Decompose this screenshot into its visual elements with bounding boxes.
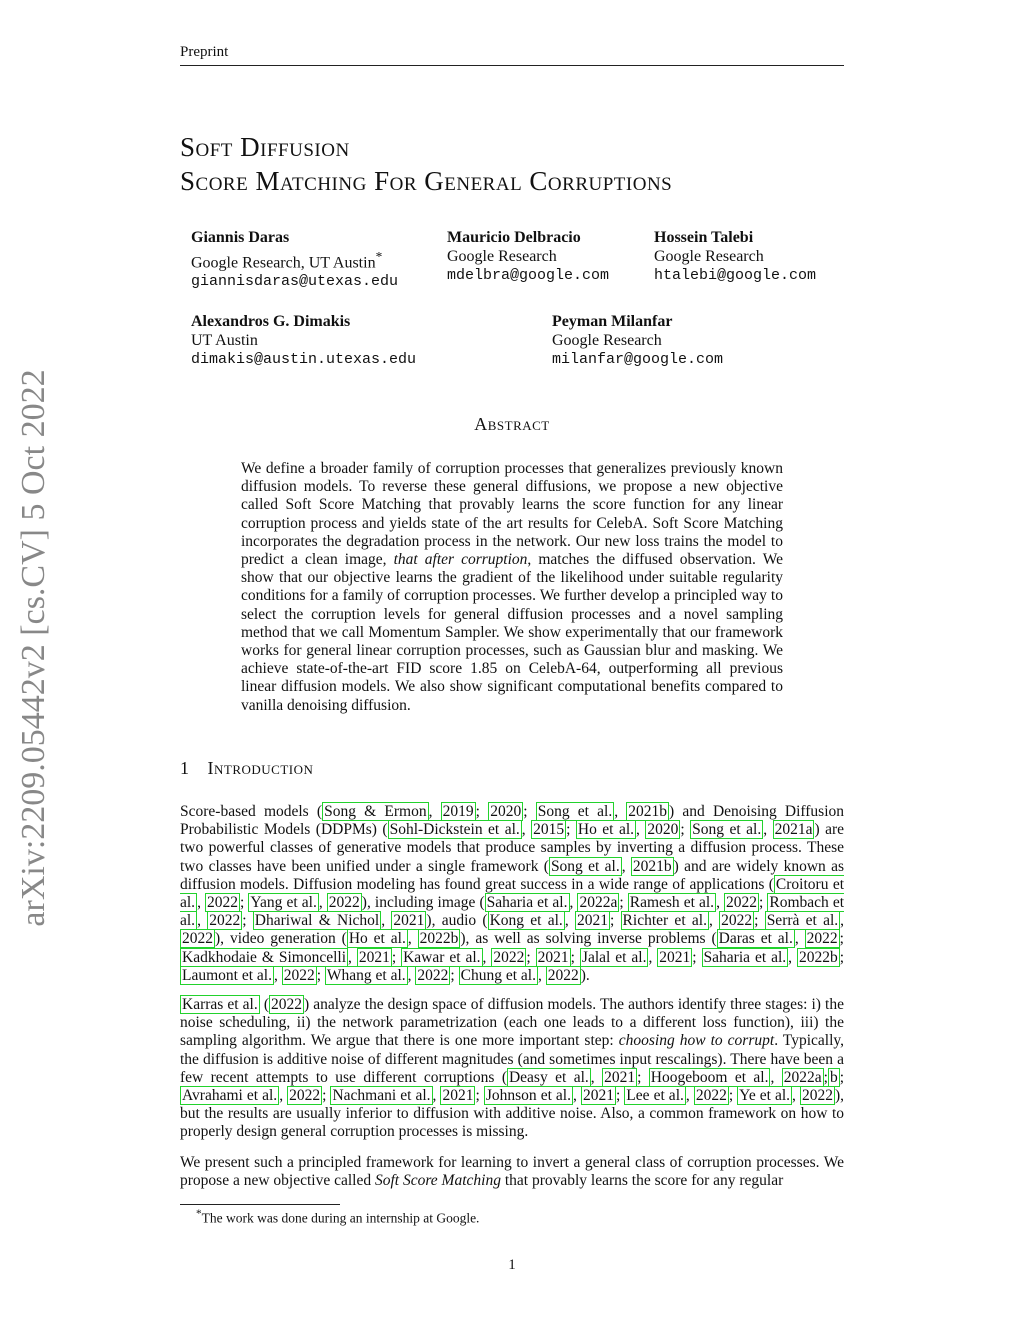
citation-link[interactable]: 2021b [632, 857, 672, 875]
header-rule [180, 65, 844, 66]
paragraph-text: , [685, 1087, 694, 1105]
paragraph-text: , [279, 1087, 288, 1105]
citation-link[interactable]: Lee et al. [626, 1087, 684, 1105]
citation-link[interactable]: Jalal et al. [581, 948, 647, 966]
title-line-1: Soft Diffusion [180, 132, 350, 162]
intro-paragraph-3 [180, 1154, 844, 1190]
author-name: Peyman Milanfar [552, 313, 673, 330]
paragraph-text: , [407, 930, 418, 948]
citation-link[interactable]: 2022 [806, 930, 838, 948]
paragraph-text: , [273, 966, 282, 984]
author-affiliation: Google Research [447, 248, 557, 265]
paragraph-text: ( [259, 996, 269, 1013]
paragraph-text: ; [680, 821, 691, 839]
paragraph-text: ; [619, 894, 628, 912]
author-name: Mauricio Delbracio [447, 229, 581, 246]
paragraph-text: , [716, 894, 725, 912]
author-affiliation: Google Research [552, 332, 662, 349]
citation-link[interactable]: b [829, 1068, 838, 1086]
citation-link[interactable]: Saharia et al. [486, 894, 568, 912]
author-block [191, 312, 416, 369]
citation-link[interactable]: 2021 [604, 1068, 636, 1086]
emphasis-text: choosing how to corrupt [618, 1032, 775, 1050]
paragraph-text: ; [839, 948, 845, 966]
paragraph-text: ; [450, 966, 459, 984]
paragraph-text: , [708, 912, 720, 930]
citation-link[interactable]: Ho et al. [348, 930, 406, 948]
paragraph-text: ; [839, 930, 844, 948]
author-block [552, 312, 723, 369]
citation-link[interactable]: 2022 [695, 1087, 727, 1105]
citation-link[interactable]: 2021 [659, 948, 691, 966]
paragraph-text: , [197, 912, 208, 930]
paragraph-text: , [636, 821, 646, 839]
footnote-rule [180, 1204, 340, 1205]
paragraph-text: ; [391, 948, 402, 966]
arxiv-stamp: arXiv:2209.05442v2 [cs.CV] 5 Oct 2022 [15, 369, 52, 927]
paragraph-text: ; [526, 948, 536, 966]
paragraph-text: ), including image ( [361, 894, 485, 912]
paragraph-text: ; [839, 1068, 845, 1086]
paragraph-text: ; [316, 966, 325, 984]
citation-link[interactable]: Saharia et al. [703, 948, 787, 966]
citation-link[interactable]: Avrahami et al. [182, 1087, 278, 1105]
citation-link[interactable]: Croitoru et al. [180, 875, 845, 912]
citation-link[interactable]: 2022a [579, 894, 618, 912]
paragraph-text: ). [580, 966, 590, 984]
author-block [654, 228, 816, 285]
paragraph-text: , [648, 948, 658, 966]
paragraph-text: ; [609, 912, 621, 930]
citation-link[interactable]: Ho et al. [577, 821, 635, 839]
paragraph-text: , [432, 1087, 441, 1105]
citation-link[interactable]: 2021 [442, 1087, 474, 1105]
paragraph-text: ; [523, 803, 536, 820]
paragraph-text: ; [759, 894, 768, 912]
paragraph-text: , [482, 948, 492, 966]
paragraph-text: ; [322, 1087, 331, 1105]
paragraph-text: , [794, 930, 805, 948]
paragraph-text: , [840, 912, 845, 930]
paragraph-text: , [564, 912, 575, 930]
paragraph-text: , [428, 803, 441, 820]
paragraph-text: , [348, 948, 357, 966]
intro-paragraph-1 [180, 803, 844, 985]
citation-link[interactable]: Serrà et al. [766, 912, 839, 930]
page-number: 1 [508, 1257, 516, 1273]
citation-link[interactable]: 2021 [393, 912, 425, 930]
citation-link[interactable]: Laumont et al. [182, 966, 272, 984]
citation-link[interactable]: 2022 [726, 894, 758, 912]
citation-link[interactable]: 2021a [774, 821, 813, 839]
citation-link[interactable]: 2022 [182, 930, 213, 948]
citation-link[interactable]: Kong et al. [489, 912, 563, 930]
paragraph-text: ; [570, 948, 580, 966]
citation-link[interactable]: Nachmani et al. [332, 1087, 431, 1105]
citation-link[interactable]: Ye et al. [739, 1087, 791, 1105]
paragraph-text: , [614, 803, 627, 820]
citation-link[interactable]: 2022 [493, 948, 525, 966]
citation-link[interactable]: 2021 [358, 948, 390, 966]
paragraph-text: ; [566, 821, 576, 839]
author-email: mdelbra@google.com [447, 267, 610, 284]
citation-link[interactable]: 2022 [270, 996, 302, 1013]
paragraph-text: ) and Denoising Diffusion Probabilistic Models (DDPMs) ( [180, 803, 845, 839]
citation-link[interactable]: Karras et al. [182, 996, 258, 1013]
paragraph-text: ; [475, 1087, 484, 1105]
paragraph-text: ; [823, 1068, 828, 1086]
citation-link[interactable]: Kawar et al. [403, 948, 481, 966]
paragraph-text: , [621, 857, 631, 875]
citation-link[interactable]: Hoogeboom et al. [650, 1068, 769, 1086]
citation-link[interactable]: Song et al. [550, 857, 620, 875]
paragraph-text: , [569, 894, 578, 912]
paragraph-text: ; [692, 948, 702, 966]
paragraph-text: , [381, 912, 392, 930]
section-title: Introduction [207, 758, 314, 778]
citation-link[interactable]: 2022 [289, 1087, 321, 1105]
citation-link[interactable]: Dhariwal & Nichol [254, 912, 380, 930]
title-line-2: Score Matching For General Corruptions [180, 166, 673, 196]
citation-link[interactable]: 2022 [721, 912, 753, 930]
section-heading [180, 758, 313, 779]
paragraph-text: ), but the results are usually inferior to diffusion with additive noise. Also, a common framework on how to properly design general corruption processes is missing. [180, 1087, 845, 1141]
abstract-body: We define a broader family of corruption processes that generalizes previously known diffusion models. To reverse these general diffusions, we propose a new objective called Soft Score Matching that provably learns the score function for any linear corruption process and yields state of the art results for CelebA. Soft Score Matching incorporates the degradation process in the network. Our new loss trains the model to predict a clean image, that after corruption, matches the diffused observation. We show that our objective learns the gradient of the likelihood under suitable regularity conditions for a family of corruption processes. We further develop a principled way to select the corruption levels for general diffusion processes and a novel sampling method that we call Momentum Sampler. We show experimentally that our framework works for general linear corruption processes, such as Gaussian blur and masking. We achieve state-of-the-art FID score 1.85 on CelebA-64, outperforming all previous linear diffusion models. We also show significant computational benefits compared to vanilla denoising diffusion. [241, 460, 783, 714]
paragraph-text: , [573, 1087, 581, 1105]
citation-link[interactable]: Rombach et al. [180, 894, 845, 930]
citation-link[interactable]: 2022a [783, 1068, 822, 1086]
citation-link[interactable]: 2022b [419, 930, 459, 948]
author-name: Alexandros G. Dimakis [191, 313, 351, 330]
citation-link[interactable]: Song & Ermon [324, 803, 427, 820]
paragraph-text: ), audio ( [426, 912, 488, 930]
footnote-marker: * [196, 1208, 202, 1220]
citation-link[interactable]: Kadkhodaie & Simoncelli [182, 948, 346, 966]
paragraph-text: ) are two powerful classes of generative models that produce samples by inverting a diffusion process. These two classes have been unified under a single framework ( [180, 821, 845, 875]
author-email: giannisdaras@utexas.edu [191, 273, 399, 291]
citation-link[interactable]: 2015 [533, 821, 565, 839]
paper-title [180, 130, 672, 198]
citation-link[interactable]: Ramesh et al. [629, 894, 715, 912]
author-name: Giannis Daras [191, 229, 290, 246]
citation-link[interactable]: Whang et al. [326, 966, 406, 984]
citation-link[interactable]: Richter et al. [622, 912, 707, 930]
citation-link[interactable]: 2022 [417, 966, 449, 984]
paragraph-text: ), video generation ( [215, 930, 347, 948]
citation-link[interactable]: Daras et al. [718, 930, 793, 948]
paragraph-text: ; [475, 803, 489, 820]
citation-link[interactable]: 2022 [283, 966, 315, 984]
paragraph-text: ; [615, 1087, 625, 1105]
citation-link[interactable]: Deasy et al. [508, 1068, 589, 1086]
citation-link[interactable]: 2021b [628, 803, 668, 820]
author-block [447, 228, 609, 285]
paragraph-text: ; [240, 894, 249, 912]
paragraph-text: ; [242, 912, 253, 930]
paragraph-text: ; [754, 912, 765, 930]
citation-link[interactable]: 2022b [799, 948, 838, 966]
paragraph-text: . Typically, the diffusion is additive noise of different magnitudes (and sometimes input rescalings). There have been a few recent attempts to use different corruptions ( [180, 1032, 844, 1086]
paragraph-text: , [521, 821, 532, 839]
citation-link[interactable]: 2021 [576, 912, 608, 930]
author-affiliation: Google Research, UT Austin* [191, 249, 383, 272]
citation-link[interactable]: 2020 [490, 803, 522, 820]
citation-link[interactable]: 2019 [442, 803, 474, 820]
paragraph-text: , [197, 894, 206, 912]
paragraph-text: ; [637, 1068, 649, 1086]
paragraph-text: that provably learns the score for any regular [500, 1172, 784, 1190]
paragraph-text: ; [728, 1087, 738, 1105]
emphasis-text: Soft Score Matching [374, 1172, 501, 1190]
author-name: Hossein Talebi [654, 229, 754, 246]
citation-link[interactable]: Song et al. [692, 821, 762, 839]
author-email: milanfar@google.com [552, 351, 724, 368]
author-affiliation: Google Research [654, 248, 764, 265]
citation-link[interactable]: Chung et al. [460, 966, 536, 984]
section-number: 1 [180, 758, 190, 778]
citation-link[interactable]: 2021 [537, 948, 569, 966]
citation-link[interactable]: 2022 [209, 912, 241, 930]
author-affiliation: UT Austin [191, 332, 258, 349]
citation-link[interactable]: Johnson et al. [485, 1087, 571, 1105]
author-email: htalebi@google.com [654, 267, 817, 284]
citation-link[interactable]: 2022 [207, 894, 239, 912]
citation-link[interactable]: 2022 [328, 894, 360, 912]
intro-paragraph-2 [180, 996, 844, 1142]
paragraph-text: , [770, 1068, 782, 1086]
citation-link[interactable]: 2022 [801, 1087, 833, 1105]
footnote: *The work was done during an internship at Google. [196, 1208, 480, 1226]
abstract-heading: Abstract [474, 414, 550, 434]
author-email: dimakis@austin.utexas.edu [191, 351, 417, 368]
paragraph-text: , [407, 966, 416, 984]
author-block [191, 228, 398, 291]
citation-link[interactable]: 2021 [582, 1087, 614, 1105]
paragraph-text: , [788, 948, 797, 966]
citation-link[interactable]: Yang et al. [250, 894, 317, 912]
running-header: Preprint [180, 44, 229, 60]
paragraph-text: ) and are widely known as diffusion models. Diffusion modeling has found great success in a wide range of applications ( [180, 857, 844, 893]
citation-link[interactable]: Sohl-Dickstein et al. [389, 821, 520, 839]
paragraph-text: Score-based models ( [180, 803, 323, 820]
paragraph-text: ), as well as solving inverse problems ( [460, 930, 717, 948]
paragraph-text: ) analyze the design space of diffusion models. The authors identify three stages: i) the noise scheduling, ii) the network parametrization (each one leads to a different loss function), iii) the sampling algorithm. We argue that there is one more important step: [180, 996, 844, 1050]
paragraph-text: , [537, 966, 546, 984]
footnote-marker: * [375, 249, 383, 264]
citation-link[interactable]: 2022 [547, 966, 579, 984]
paragraph-text: , [792, 1087, 800, 1105]
citation-link[interactable]: 2020 [647, 821, 679, 839]
paragraph-text: , [763, 821, 773, 839]
paragraph-text: We present such a principled framework for learning to invert a general class of corruption processes. We propose a new objective called [180, 1154, 844, 1190]
paragraph-text: , [590, 1068, 603, 1086]
citation-link[interactable]: Song et al. [537, 803, 613, 820]
paragraph-text: , [318, 894, 327, 912]
